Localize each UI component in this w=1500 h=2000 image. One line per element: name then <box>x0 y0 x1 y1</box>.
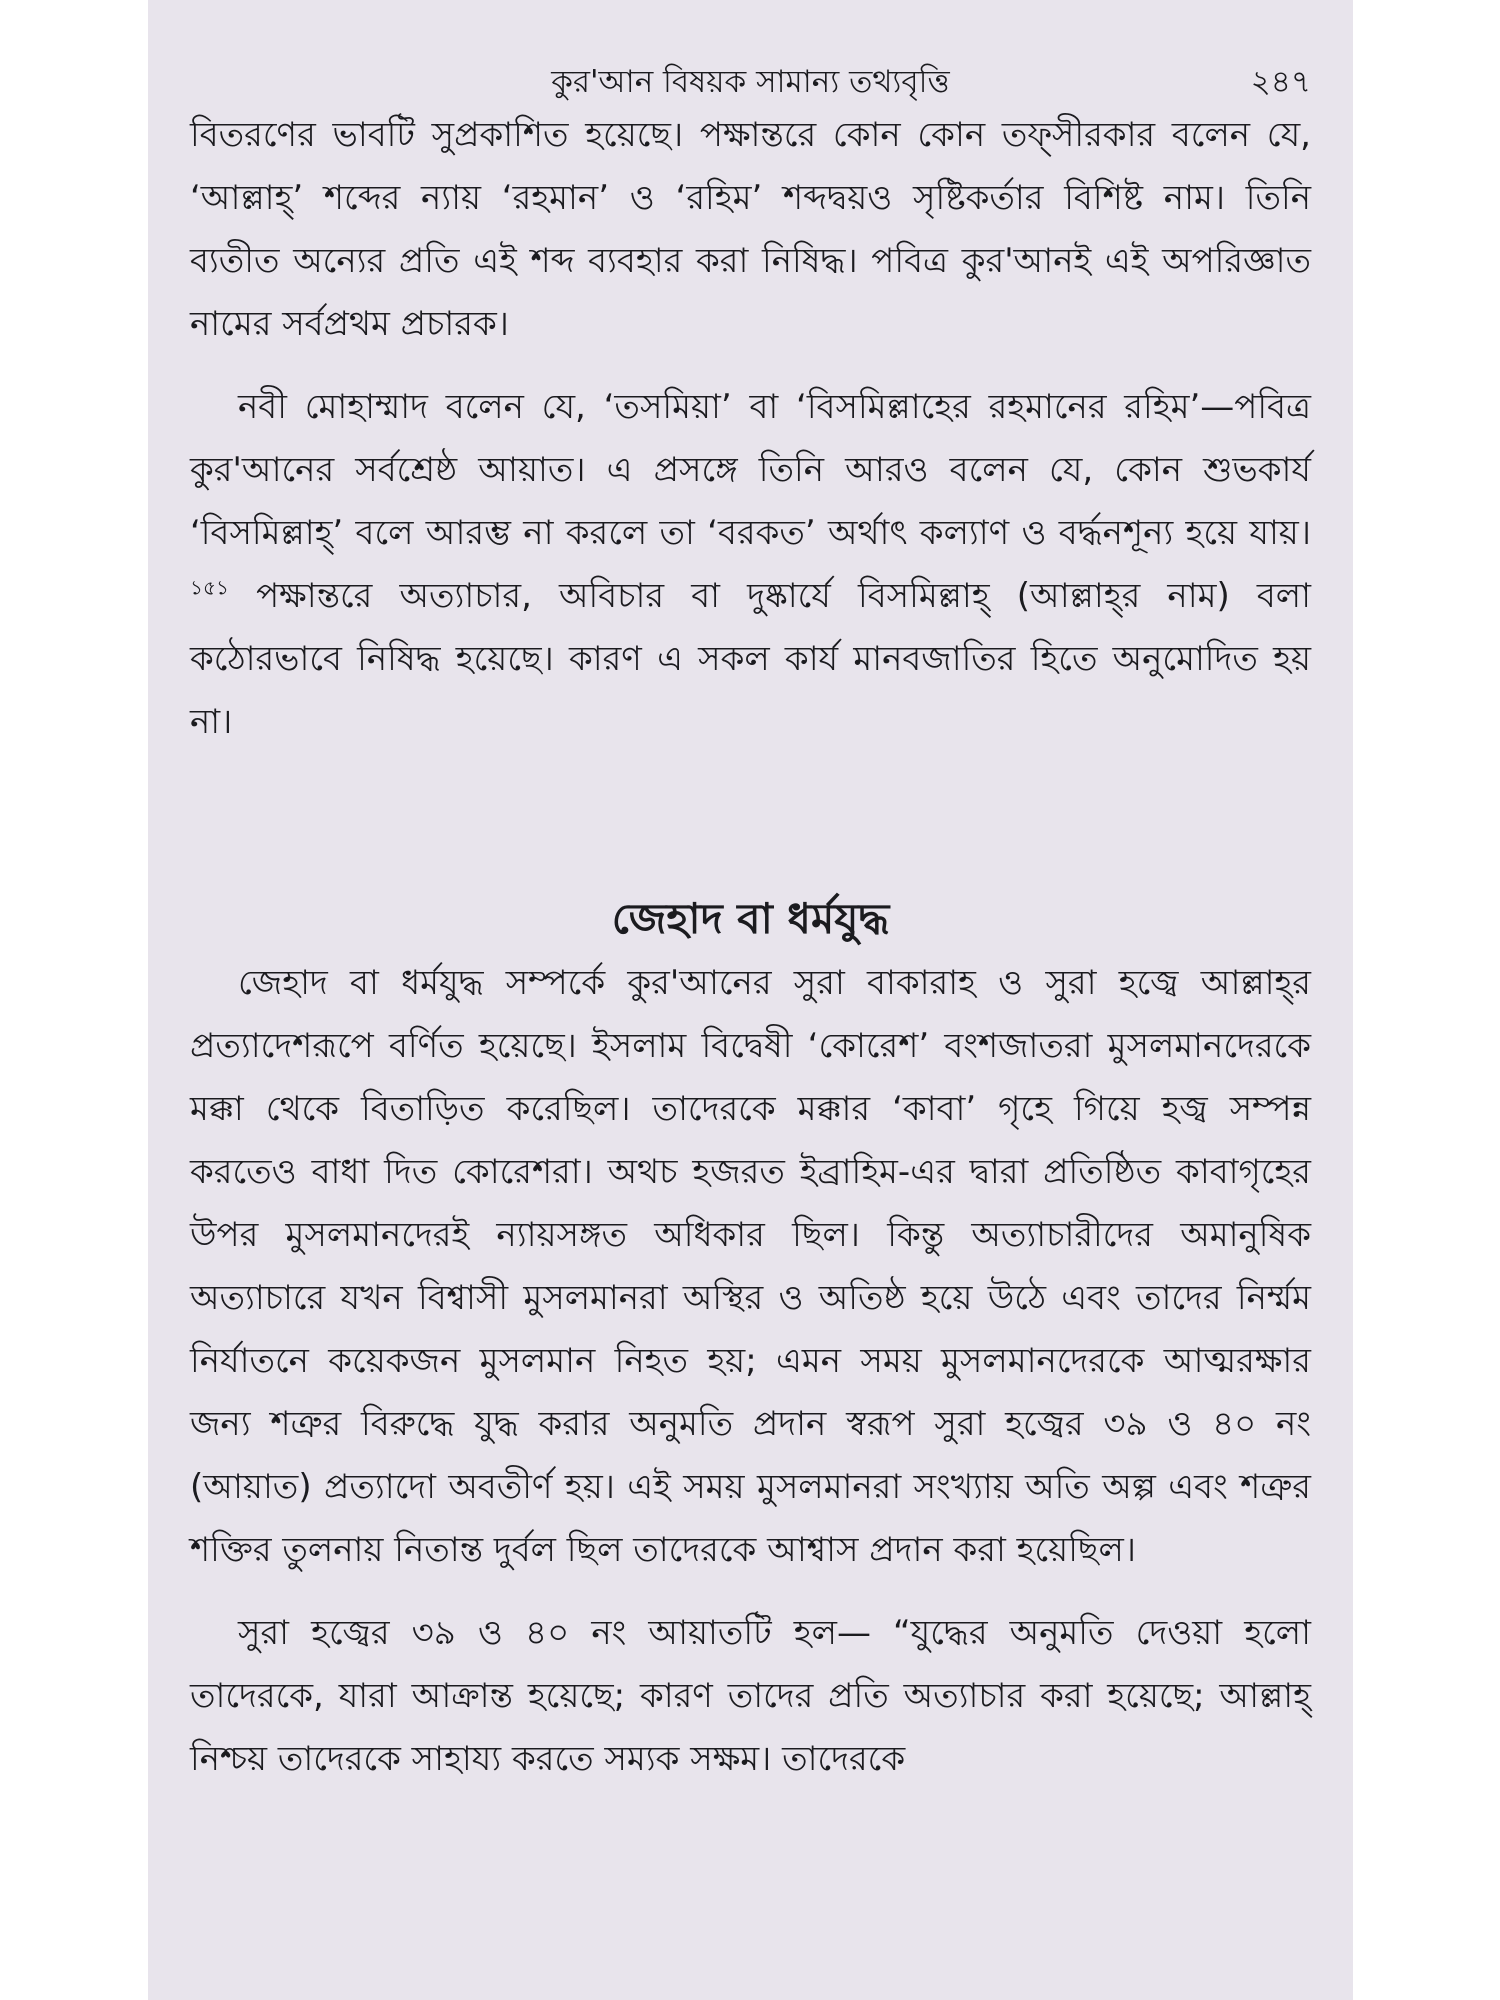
paragraph-4: সুরা হজ্বের ৩৯ ও ৪০ নং আয়াতটি হল— “যুদ্ধের অনুমতি দেওয়া হলো তাদেরকে, যারা আক্রান্ত হয়েছে; কারণ তাদের প্রতি অত্যাচার করা হয়েছে; আল্লাহ্ নিশ্চয় তাদেরকে সাহায্য করতে সম্যক সক্ষম। তাদেরকে <box>190 1613 1311 1779</box>
section-heading: জেহাদ বা ধর্মযুদ্ধ <box>611 894 890 943</box>
paragraph-2-text-b: পক্ষান্তরে অত্যাচার, অবিচার বা দুষ্কার্যে বিসমিল্লাহ্ (আল্লাহ্‌র নাম) বলা কঠোরভাবে নিষিদ্ধ হয়েছে। কারণ এ সকল কার্য মানবজাতির হিতে অনুমোদিত হয় না। <box>190 576 1311 742</box>
section-gap <box>190 754 1311 886</box>
paragraph-2-text-a: নবী মোহাম্মাদ বলেন যে, ‘তসমিয়া’ বা ‘বিসমিল্লাহের রহমানের রহিম’—পবিত্র কুর'আনের সর্বশ্রেষ্ঠ আয়াত। এ প্রসঙ্গে তিনি আরও বলেন যে, কোন শুভকার্য ‘বিসমিল্লাহ্’ বলে আরম্ভ না করলে তা ‘বরকত’ অর্থাৎ কল্যাণ ও বর্দ্ধনশূন্য হয়ে যায়। <box>190 387 1311 553</box>
running-title: কুর'আন বিষয়ক সামান্য তথ্যবৃত্তি <box>551 64 950 100</box>
page-number: ২৪৭ <box>1250 64 1311 100</box>
running-header <box>190 0 1311 104</box>
paragraph-gap <box>190 356 1311 376</box>
paragraph-2 <box>190 376 1311 754</box>
paragraph-1: বিতরণের ভাবটি সুপ্রকাশিত হয়েছে। পক্ষান্তরে কোন কোন তফ্‌সীরকার বলেন যে, ‘আল্লাহ্’ শব্দের ন্যায় ‘রহমান’ ও ‘রহিম’ শব্দদ্বয়ও সৃষ্টিকর্তার বিশিষ্ট নাম। তিনি ব্যতীত অন্যের প্রতি এই শব্দ ব্যবহার করা নিষিদ্ধ। পবিত্র কুর'আনই এই অপরিজ্ঞাত নামের সর্বপ্রথম প্রচারক। <box>190 115 1311 344</box>
footnote-reference: ১৫১ <box>190 575 229 600</box>
paragraph-gap <box>190 1582 1311 1602</box>
paragraph-3: জেহাদ বা ধর্মযুদ্ধ সম্পর্কে কুর'আনের সুরা বাকারাহ ও সুরা হজ্বে আল্লাহ্‌র প্রত্যাদেশরূপে বর্ণিত হয়েছে। ইসলাম বিদ্বেষী ‘কোরেশ’ বংশজাতরা মুসলমানদেরকে মক্কা থেকে বিতাড়িত করেছিল। তাদেরকে মক্কার ‘কাবা’ গৃহে গিয়ে হজ্ব সম্পন্ন করতেও বাধা দিত কোরেশরা। অথচ হজরত ইব্রাহিম-এর দ্বারা প্রতিষ্ঠিত কাবাগৃহের উপর মুসলমানদেরই ন্যায়সঙ্গত অধিকার ছিল। কিন্তু অত্যাচারীদের অমানুষিক অত্যাচারে যখন বিশ্বাসী মুসলমানরা অস্থির ও অতিষ্ঠ হয়ে উঠে এবং তাদের নির্ম্মম নির্যাতনে কয়েকজন মুসলমান নিহত হয়; এমন সময় মুসলমানদেরকে আত্মরক্ষার জন্য শত্রুর বিরুদ্ধে যুদ্ধ করার অনুমতি প্রদান স্বরূপ সুরা হজ্বের ৩৯ ও ৪০ নং (আয়াত) প্রত্যাদো অবতীর্ণ হয়। এই সময় মুসলমানরা সংখ্যায় অতি অল্প এবং শত্রুর শক্তির তুলনায় নিতান্ত দুর্বল ছিল তাদেরকে আশ্বাস প্রদান করা হয়েছিল। <box>190 963 1311 1570</box>
book-page <box>148 0 1353 2000</box>
